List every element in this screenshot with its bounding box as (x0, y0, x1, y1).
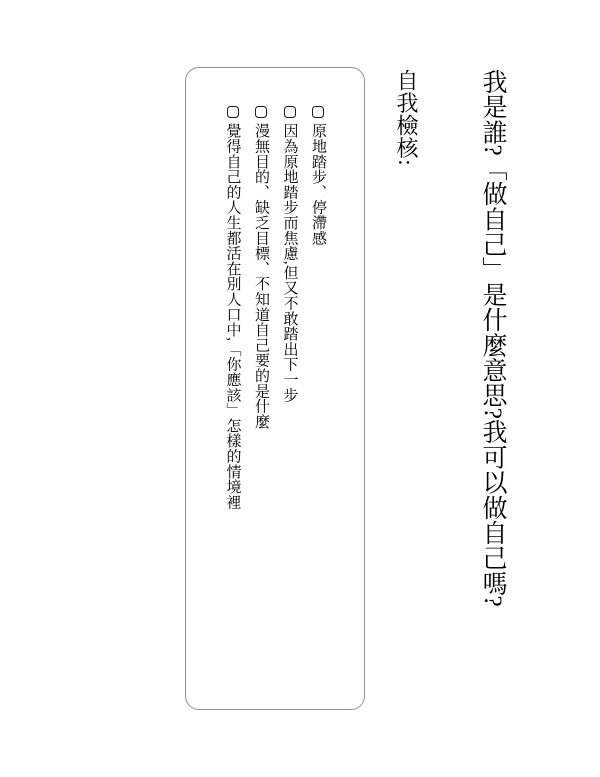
checklist-item (275, 106, 304, 685)
checklist-box (185, 67, 365, 710)
checklist-item-label: 因為原地踏步而焦慮,但又不敢踏出下一步 (281, 123, 298, 403)
checklist-item (304, 106, 333, 685)
checklist-item-label: 原地踏步、停滯感 (310, 123, 326, 246)
checklist-item (218, 106, 247, 685)
section-heading: 自我檢核: (394, 69, 419, 167)
checklist-item-label: 漫無目的、缺乏目標、不知道自己要的是什麼 (253, 123, 269, 429)
checklist-items (186, 68, 364, 709)
checkbox-icon (255, 106, 267, 118)
checkbox-icon (227, 106, 239, 118)
checkbox-icon (284, 106, 296, 118)
checkbox-icon (312, 106, 324, 118)
checklist-item-label: 覺得自己的人生都活在別人口中,「你應該」怎樣的情境裡 (224, 123, 241, 510)
page-title: 我是誰?「做自己」是什麼意思?我可以做自己嗎? (479, 69, 506, 607)
checklist-item (247, 106, 276, 685)
